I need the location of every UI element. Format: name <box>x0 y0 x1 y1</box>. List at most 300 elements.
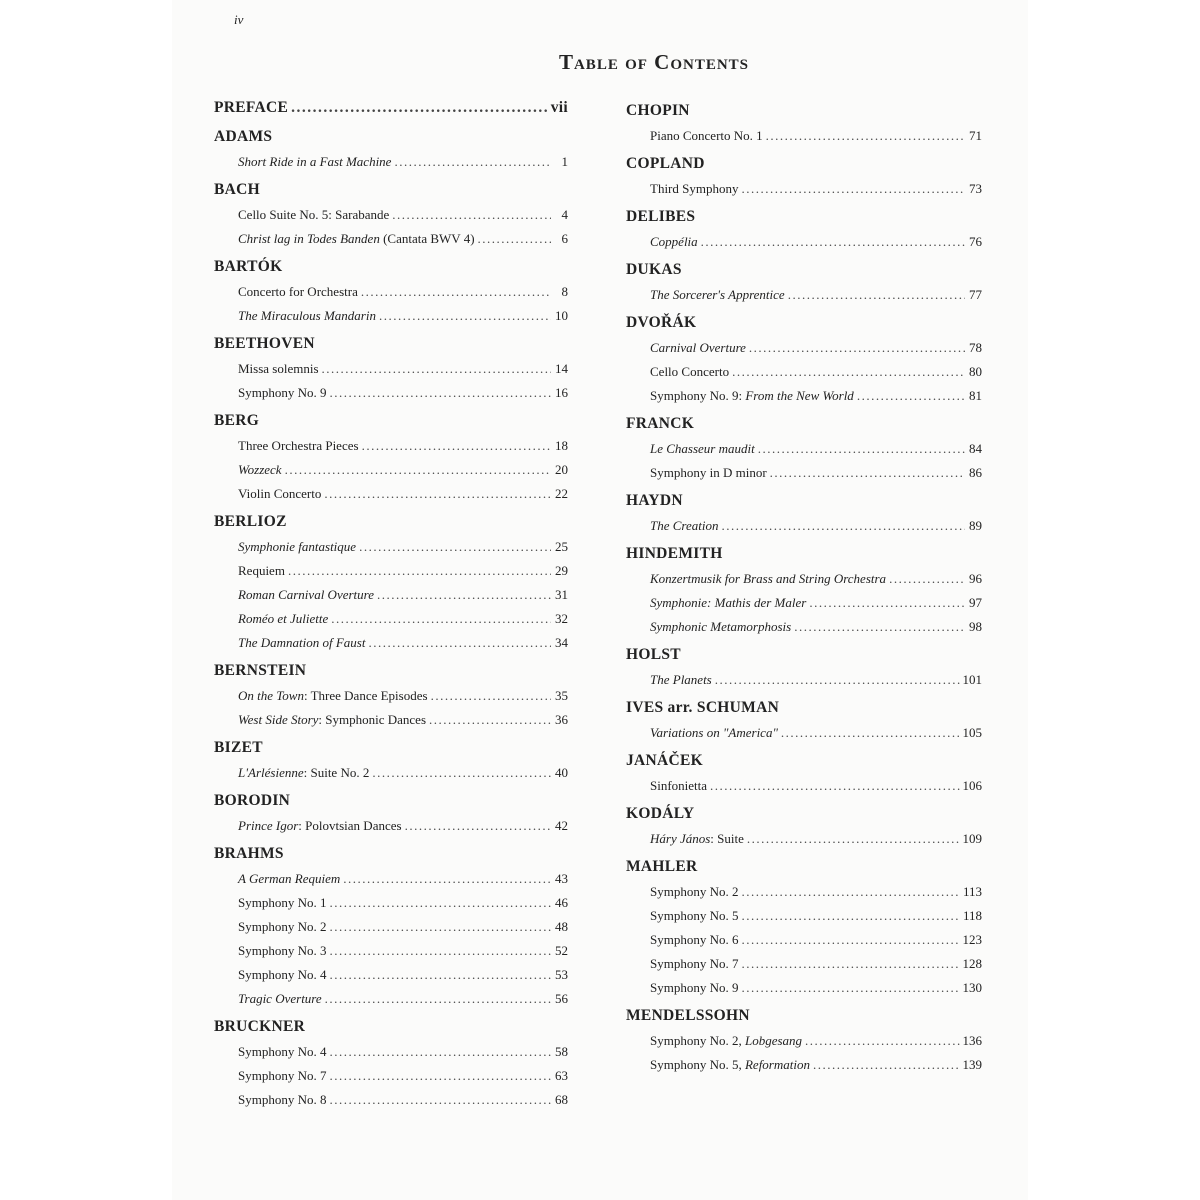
work-title-part: : Suite <box>710 831 744 846</box>
dot-leader <box>329 1064 551 1088</box>
composer-heading <box>214 254 568 280</box>
composer-heading <box>626 801 982 827</box>
page-ref: 78 <box>969 340 982 355</box>
dot-leader <box>741 177 965 201</box>
page-ref: 98 <box>969 619 982 634</box>
composer-heading <box>626 854 982 880</box>
toc-entry <box>626 904 982 928</box>
page-ref: 113 <box>962 884 982 899</box>
toc-entry <box>626 230 982 254</box>
dot-leader <box>715 668 960 692</box>
toc-entry <box>214 150 568 174</box>
work-title-part: Le Chasseur maudit <box>650 441 755 456</box>
page-ref: 123 <box>962 932 982 947</box>
dot-leader <box>291 95 548 121</box>
dot-leader <box>324 482 551 506</box>
toc-entry <box>626 952 982 976</box>
work-title-part: Symphony No. 7 <box>238 1068 327 1083</box>
toc-entry <box>214 1088 568 1112</box>
page-ref: 32 <box>555 611 568 626</box>
dot-leader <box>394 150 551 174</box>
dot-leader <box>372 761 551 785</box>
work-title-part: Symphony No. 9: <box>650 388 746 403</box>
work-title <box>238 939 326 963</box>
page-ref: 76 <box>969 234 982 249</box>
toc-entry <box>214 987 568 1011</box>
work-title-part: Symphony in D minor <box>650 465 767 480</box>
toc-entry <box>626 668 982 692</box>
work-title <box>650 283 785 307</box>
work-title <box>650 230 698 254</box>
composer-heading <box>626 204 982 230</box>
dot-leader <box>741 904 959 928</box>
work-title-part: Roméo et Juliette <box>238 611 329 626</box>
page-ref: 53 <box>555 967 568 982</box>
composer-name: BERLIOZ <box>214 513 287 530</box>
composer-name: BEETHOVEN <box>214 335 315 352</box>
composer-name: KODÁLY <box>626 805 695 822</box>
work-title-part: Symphony No. 9 <box>238 385 327 400</box>
toc-entry <box>626 514 982 538</box>
work-title-part: Three Orchestra Pieces <box>238 438 359 453</box>
dot-leader <box>288 559 551 583</box>
work-title <box>238 458 282 482</box>
dot-leader <box>325 987 551 1011</box>
work-title-part: Symphonic Metamorphosis <box>650 619 792 634</box>
work-title <box>238 535 356 559</box>
page-ref: 73 <box>969 181 982 196</box>
composer-heading <box>214 1014 568 1040</box>
toc-entry <box>214 891 568 915</box>
work-title-part: Coppélia <box>650 234 698 249</box>
page-ref: 96 <box>969 571 982 586</box>
page-ref: 14 <box>555 361 568 376</box>
page-ref: 80 <box>969 364 982 379</box>
toc-entry <box>626 880 982 904</box>
work-title <box>650 514 719 538</box>
work-title-part: : Polovtsian Dances <box>298 818 402 833</box>
dot-leader <box>766 124 965 148</box>
composer-name: IVES arr. SCHUMAN <box>626 699 780 716</box>
work-title <box>238 915 326 939</box>
page-ref: 97 <box>969 595 982 610</box>
page-ref: 128 <box>962 956 982 971</box>
composer-name: DELIBES <box>626 208 696 225</box>
work-title-part: Piano Concerto No. 1 <box>650 128 763 143</box>
work-title <box>650 360 729 384</box>
composer-name: BERNSTEIN <box>214 662 307 679</box>
work-title-part: Third Symphony <box>650 181 739 196</box>
work-title-part: Háry János <box>650 831 711 846</box>
toc-entry <box>626 615 982 639</box>
toc-entry <box>214 684 568 708</box>
toc-entry <box>626 976 982 1000</box>
toc-entry <box>626 928 982 952</box>
work-title-part: Cello Concerto <box>650 364 730 379</box>
work-title-part: Symphony No. 4 <box>238 1044 327 1059</box>
work-title-part: Symphonie fantastique <box>238 539 357 554</box>
page-ref: 43 <box>555 871 568 886</box>
page-ref: 63 <box>555 1068 568 1083</box>
work-title <box>238 203 389 227</box>
work-title <box>238 482 321 506</box>
composer-name: CHOPIN <box>626 102 690 119</box>
dot-leader <box>758 437 965 461</box>
toc-column-left <box>214 92 568 1112</box>
composer-heading <box>626 541 982 567</box>
work-title-part: Variations on "America" <box>650 725 778 740</box>
work-title-part: Symphony No. 7 <box>650 956 739 971</box>
composer-heading <box>626 488 982 514</box>
page-ref: 20 <box>555 462 568 477</box>
toc-entry <box>626 591 982 615</box>
page-ref: 118 <box>962 908 982 923</box>
work-title <box>238 684 428 708</box>
composer-heading <box>626 310 982 336</box>
page-ref: 89 <box>969 518 982 533</box>
dot-leader <box>329 1040 551 1064</box>
work-title-part: Symphony No. 8 <box>238 1092 327 1107</box>
work-title-part: : Suite No. 2 <box>303 765 370 780</box>
dot-leader <box>809 591 965 615</box>
work-title-part: Roman Carnival Overture <box>238 587 374 602</box>
dot-leader <box>329 939 551 963</box>
work-title-part: Symphonie: Mathis der Maler <box>650 595 807 610</box>
work-title-part: Short Ride in a Fast Machine <box>238 154 392 169</box>
page-ref: 130 <box>962 980 982 995</box>
work-title <box>238 381 326 405</box>
toc-entry <box>214 227 568 251</box>
work-title <box>650 615 791 639</box>
dot-leader <box>788 283 965 307</box>
dot-leader <box>361 280 551 304</box>
composer-name: FRANCK <box>626 415 695 432</box>
composer-heading <box>626 695 982 721</box>
toc-entry <box>214 708 568 732</box>
toc-entry <box>214 434 568 458</box>
work-title <box>238 559 285 583</box>
toc-entry <box>214 761 568 785</box>
dot-leader <box>770 461 965 485</box>
dot-leader <box>794 615 965 639</box>
composer-name: DVOŘÁK <box>626 314 697 331</box>
toc-entry <box>214 607 568 631</box>
composer-name: ADAMS <box>214 128 273 145</box>
composer-heading <box>626 151 982 177</box>
composer-heading <box>214 331 568 357</box>
dot-leader <box>857 384 965 408</box>
work-title-part: Lobgesang <box>744 1033 803 1048</box>
work-title-part: Symphony No. 9 <box>650 980 739 995</box>
composer-heading <box>214 735 568 761</box>
dot-leader <box>368 631 551 655</box>
page-ref: 48 <box>555 919 568 934</box>
work-title <box>650 461 767 485</box>
work-title <box>238 357 319 381</box>
work-title <box>650 567 886 591</box>
composer-heading <box>214 658 568 684</box>
page-ref: 35 <box>555 688 568 703</box>
dot-leader <box>431 684 551 708</box>
page-ref: 16 <box>555 385 568 400</box>
work-title-part: Konzertmusik for Brass and String Orchestra <box>650 571 887 586</box>
dot-leader <box>392 203 551 227</box>
work-title-part: Tragic Overture <box>238 991 322 1006</box>
composer-heading <box>214 841 568 867</box>
toc-entry <box>626 283 982 307</box>
toc-entry <box>214 304 568 328</box>
toc-entry <box>214 203 568 227</box>
composer-heading <box>626 748 982 774</box>
work-title-part: From the New World <box>745 388 854 403</box>
work-title <box>238 583 374 607</box>
page-ref: 136 <box>962 1033 982 1048</box>
work-title <box>650 336 746 360</box>
toc-entry <box>626 177 982 201</box>
toc-entry <box>214 814 568 838</box>
toc-entry <box>214 631 568 655</box>
work-title <box>650 976 738 1000</box>
toc-entry <box>626 1053 982 1077</box>
page-ref: 101 <box>962 672 982 687</box>
toc-entry <box>214 1040 568 1064</box>
composer-name: MENDELSSOHN <box>626 1007 750 1024</box>
work-title <box>238 227 475 251</box>
dot-leader <box>379 304 551 328</box>
composer-heading <box>214 124 568 150</box>
work-title-part: The Damnation of Faust <box>238 635 366 650</box>
work-title-part: West Side Story <box>238 712 319 727</box>
composer-name: COPLAND <box>626 155 705 172</box>
page-ref: 56 <box>555 991 568 1006</box>
page-ref: 58 <box>555 1044 568 1059</box>
toc-entry <box>214 963 568 987</box>
page-ref: vii <box>550 99 568 116</box>
toc-entry <box>214 357 568 381</box>
work-title <box>238 280 358 304</box>
work-title-part: Sinfonietta <box>650 778 708 793</box>
work-title <box>238 631 365 655</box>
work-title <box>238 1088 326 1112</box>
dot-leader <box>741 928 959 952</box>
work-title-part: Symphony No. 3 <box>238 943 327 958</box>
work-title-part: (Cantata BWV 4) <box>379 231 475 246</box>
composer-name: BRAHMS <box>214 845 284 862</box>
page-ref: 25 <box>555 539 568 554</box>
composer-heading <box>214 177 568 203</box>
toc-entry <box>626 721 982 745</box>
dot-leader <box>741 880 959 904</box>
toc-entry <box>626 567 982 591</box>
work-title <box>238 607 328 631</box>
composer-heading <box>626 642 982 668</box>
work-title <box>650 774 707 798</box>
work-title-part: Symphony No. 5 <box>650 908 739 923</box>
dot-leader <box>889 567 965 591</box>
dot-leader <box>322 357 551 381</box>
work-title <box>238 814 402 838</box>
dot-leader <box>343 867 551 891</box>
page-ref: 18 <box>555 438 568 453</box>
toc-entry <box>626 1029 982 1053</box>
work-title <box>238 1064 326 1088</box>
page-ref: 109 <box>962 831 982 846</box>
dot-leader <box>285 458 551 482</box>
toc-entry <box>626 827 982 851</box>
work-title <box>650 437 755 461</box>
toc-entry <box>214 583 568 607</box>
toc-entry <box>214 280 568 304</box>
work-title <box>650 928 738 952</box>
composer-heading <box>626 98 982 124</box>
page-ref: 36 <box>555 712 568 727</box>
dot-leader <box>329 963 551 987</box>
composer-heading <box>214 95 568 121</box>
toc-entry <box>214 1064 568 1088</box>
page-ref: 10 <box>555 308 568 323</box>
work-title <box>650 591 806 615</box>
dot-leader <box>478 227 551 251</box>
toc-entry <box>626 360 982 384</box>
work-title <box>238 867 340 891</box>
composer-heading <box>214 509 568 535</box>
work-title-part: L'Arlésienne <box>238 765 304 780</box>
page-ref: 22 <box>555 486 568 501</box>
composer-heading <box>626 257 982 283</box>
composer-name: PREFACE <box>214 99 289 116</box>
work-title-part: Wozzeck <box>238 462 282 477</box>
toc-entry <box>214 867 568 891</box>
dot-leader <box>813 1053 960 1077</box>
page-ref: 105 <box>962 725 982 740</box>
page-number: iv <box>234 12 244 27</box>
composer-heading <box>626 411 982 437</box>
composer-name: JANÁČEK <box>626 752 704 769</box>
toc-entry <box>214 939 568 963</box>
toc-entry <box>626 461 982 485</box>
dot-leader <box>701 230 965 254</box>
work-title <box>650 880 738 904</box>
composer-name: HOLST <box>626 646 681 663</box>
work-title <box>238 1040 326 1064</box>
page-ref: 1 <box>561 154 568 169</box>
composer-name: BACH <box>214 181 260 198</box>
page-ref: 81 <box>969 388 982 403</box>
toc-entry <box>626 384 982 408</box>
work-title-part: Symphony No. 2, <box>650 1033 745 1048</box>
page-ref: 29 <box>555 563 568 578</box>
work-title <box>650 668 712 692</box>
work-title <box>650 827 744 851</box>
work-title-part: Cello Suite No. 5: Sarabande <box>238 207 390 222</box>
page-title: Table of Contents <box>558 50 750 74</box>
work-title <box>238 891 326 915</box>
dot-leader <box>805 1029 959 1053</box>
page-ref: 8 <box>561 284 568 299</box>
work-title <box>238 150 391 174</box>
toc-entry <box>626 124 982 148</box>
toc-column-right <box>626 95 982 1077</box>
toc-entry <box>214 535 568 559</box>
composer-name: BRUCKNER <box>214 1018 306 1035</box>
work-title-part: Symphony No. 6 <box>650 932 739 947</box>
dot-leader <box>329 891 551 915</box>
work-title <box>238 987 322 1011</box>
dot-leader <box>331 607 551 631</box>
composer-name: HINDEMITH <box>626 545 723 562</box>
dot-leader <box>732 360 965 384</box>
work-title-part: Symphony No. 5, <box>650 1057 745 1072</box>
work-title <box>238 304 376 328</box>
dot-leader <box>710 774 959 798</box>
composer-heading <box>214 788 568 814</box>
dot-leader <box>722 514 966 538</box>
toc-entry <box>626 774 982 798</box>
work-title-part: Symphony No. 2 <box>238 919 327 934</box>
work-title <box>238 761 369 785</box>
toc-entry <box>214 458 568 482</box>
work-title-part: Symphony No. 4 <box>238 967 327 982</box>
composer-name: HAYDN <box>626 492 683 509</box>
page-ref: 46 <box>555 895 568 910</box>
page-ref: 52 <box>555 943 568 958</box>
work-title-part: : Symphonic Dances <box>318 712 426 727</box>
work-title-part: Symphony No. 1 <box>238 895 327 910</box>
work-title <box>238 708 426 732</box>
toc-entry <box>214 381 568 405</box>
composer-heading <box>214 408 568 434</box>
work-title-part: A German Requiem <box>238 871 341 886</box>
dot-leader <box>329 1088 551 1112</box>
work-title-part: Missa solemnis <box>238 361 319 376</box>
dot-leader <box>741 952 959 976</box>
composer-heading <box>626 1003 982 1029</box>
work-title-part: Concerto for Orchestra <box>238 284 358 299</box>
dot-leader <box>359 535 551 559</box>
dot-leader <box>362 434 551 458</box>
work-title <box>650 124 763 148</box>
work-title-part: Reformation <box>744 1057 810 1072</box>
toc-entry <box>626 336 982 360</box>
dot-leader <box>329 381 551 405</box>
work-title-part: Prince Igor <box>238 818 299 833</box>
work-title <box>238 963 326 987</box>
page-ref: 68 <box>555 1092 568 1107</box>
dot-leader <box>781 721 960 745</box>
page-ref: 77 <box>969 287 982 302</box>
work-title <box>650 177 738 201</box>
work-title-part: The Miraculous Mandarin <box>238 308 376 323</box>
toc-entry <box>214 915 568 939</box>
work-title-part: Christ lag in Todes Banden <box>238 231 380 246</box>
toc-entry <box>214 482 568 506</box>
composer-name: BARTÓK <box>214 258 283 275</box>
dot-leader <box>405 814 551 838</box>
work-title <box>650 1053 810 1077</box>
page-ref: 84 <box>969 441 982 456</box>
work-title <box>238 434 359 458</box>
dot-leader <box>429 708 551 732</box>
composer-name: MAHLER <box>626 858 698 875</box>
work-title <box>650 384 854 408</box>
page-ref: 6 <box>561 231 568 246</box>
composer-name: BORODIN <box>214 792 291 809</box>
work-title <box>650 904 738 928</box>
work-title-part: The Creation <box>650 518 719 533</box>
work-title-part: On the Town <box>238 688 304 703</box>
work-title-part: The Planets <box>650 672 712 687</box>
page-ref: 106 <box>962 778 982 793</box>
